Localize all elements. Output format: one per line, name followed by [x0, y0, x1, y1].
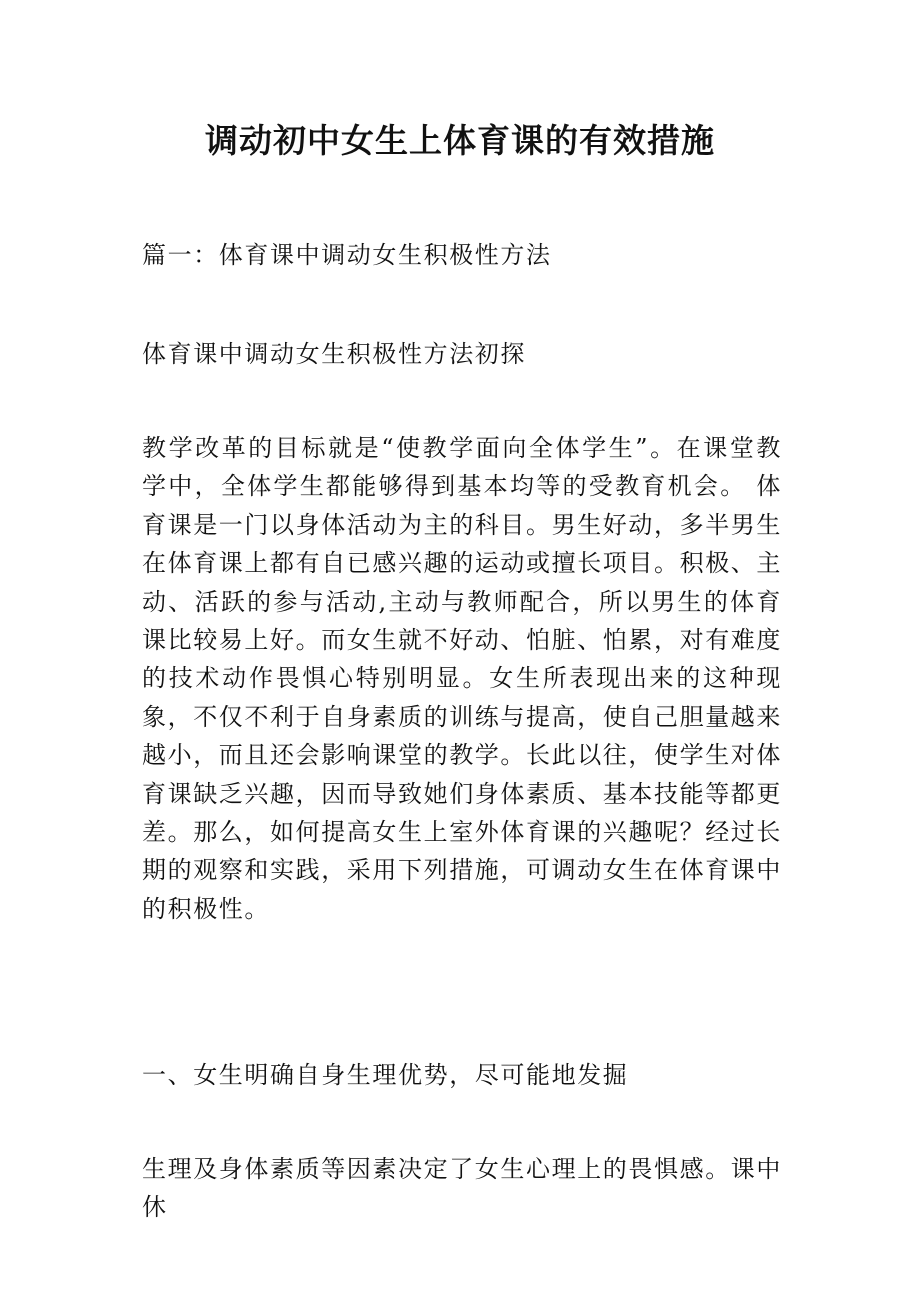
- body-paragraph: 生理及身体素质等因素决定了女生心理上的畏惧感。课中休: [142, 1155, 782, 1222]
- document-title: 调动初中女生上体育课的有效措施: [205, 121, 715, 160]
- section-heading: 篇一：体育课中调动女生积极性方法: [142, 241, 552, 269]
- article-subtitle: 体育课中调动女生积极性方法初探: [142, 340, 526, 368]
- section-heading: 一、女生明确自身生理优势，尽可能地发掘: [142, 1061, 629, 1089]
- body-paragraph: 教学改革的目标就是“使教学面向全体学生”。在课堂教学中，全体学生都能够得到基本均等的受教育机会。 体育课是一门以身体活动为主的科目。男生好动，多半男生在体育课上都有自已感兴趣的运动或擅长项目。积极、主动、活跃的参与活动,主动与教师配合，所以男生的体育课比较易上好。而女生就不好动、怕脏、怕累，对有难度的技术动作畏惧心特别明显。女生所表现出来的这种现象，不仅不利于自身素质的训练与提高，使自己胆量越来越小，而且还会影响课堂的教学。长此以往，使学生对体育课缺乏兴趣，因而导致她们身体素质、基本技能等都更差。那么，如何提高女生上室外体育课的兴趣呢？经过长期的观察和实践，采用下列措施，可调动女生在体育课中的积极性。: [142, 434, 782, 923]
